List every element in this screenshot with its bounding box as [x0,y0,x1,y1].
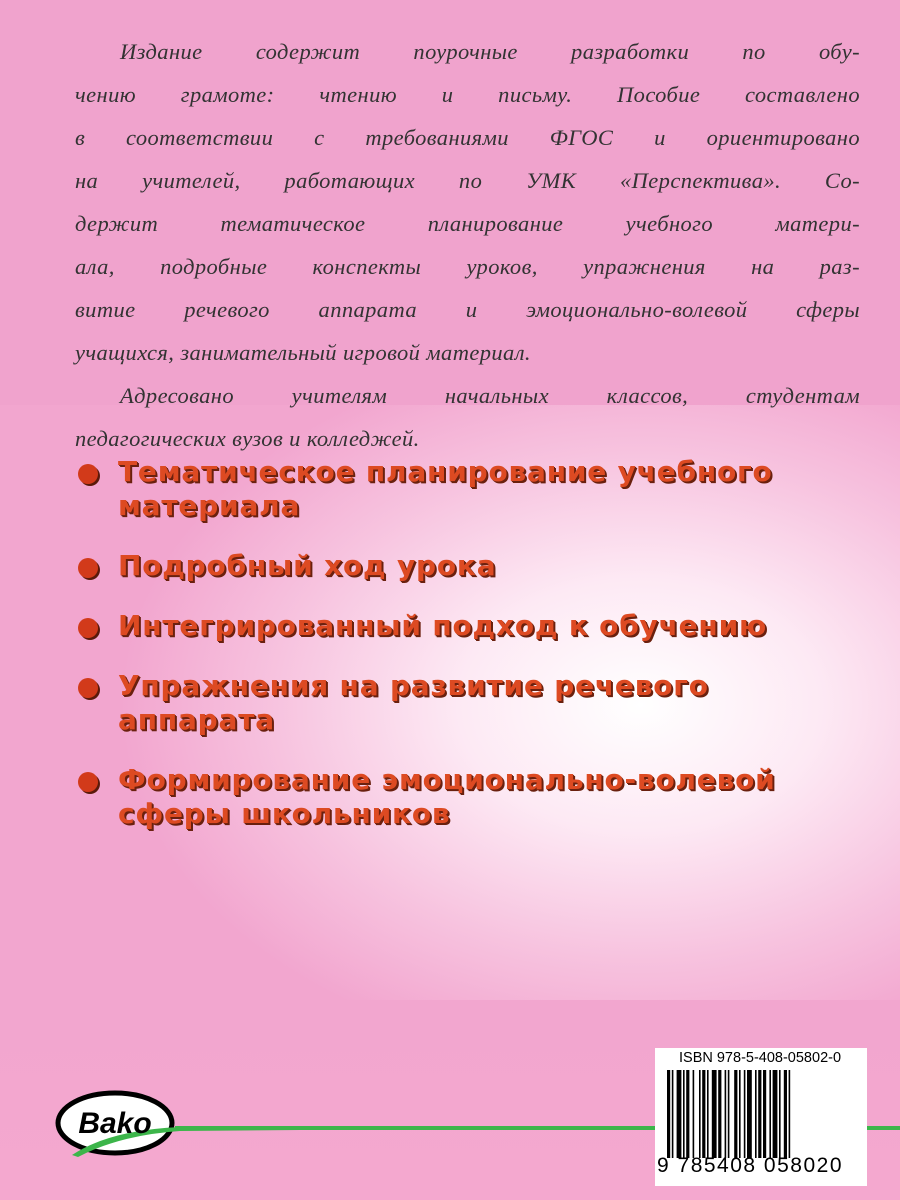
barcode-number: 9 785408 058020 [657,1154,843,1177]
bullet-icon [78,678,98,698]
description-line: Издание содержит поурочные разработки по обу- [120,39,860,64]
feature-list [78,455,878,857]
isbn-text: ISBN 978-5-408-05802-0 [679,1050,842,1066]
barcode-bar [702,1070,705,1158]
barcode-bar [755,1070,757,1158]
description-line: витие речевого аппарата и эмоционально-волевой сферы [75,297,860,322]
barcode-bar [677,1070,682,1158]
description-line: держит тематическое планирование учебного матери- [75,211,860,236]
barcode-bar [747,1070,752,1158]
barcode-bar [686,1070,689,1158]
feature-item: Подробный ход урока [78,549,878,583]
barcode-bar [672,1070,674,1158]
barcode-bar [667,1070,670,1158]
description-line: ала, подробные конспекты уроков, упражнения на раз- [75,254,860,279]
barcode [667,1070,859,1158]
bullet-icon [78,618,98,638]
description-line: на учителей, работающих по УМК «Перспектива». Со- [75,168,860,193]
barcode-bar [693,1070,695,1158]
barcode-bar [773,1070,778,1158]
barcode-bar [699,1070,701,1158]
barcode-bar [707,1070,709,1158]
description-line: чению грамоте: чтению и письму. Пособие составлено [75,82,860,107]
description-line: Адресовано учителям начальных классов, студентам [120,383,860,408]
barcode-box [655,1048,867,1186]
barcode-bar [789,1070,791,1158]
feature-item: Интегрированный подход к обучению [78,609,878,643]
barcode-bar [769,1070,771,1158]
description [75,30,860,460]
barcode-bar [712,1070,717,1158]
barcode-bar [734,1070,737,1158]
barcode-bar [744,1070,746,1158]
publisher-name: Bako [78,1107,152,1140]
bullet-icon [78,464,98,484]
feature-item: Формирование эмоционально-волевой сферы школьников [78,763,878,831]
feature-item: Тематическое планирование учебного материала [78,455,878,523]
description-line: в соответствии с требованиями ФГОС и ориентировано [75,125,860,150]
barcode-bar [683,1070,685,1158]
bullet-icon [78,772,98,792]
barcode-bar [784,1070,787,1158]
barcode-bar [728,1070,730,1158]
publisher-logo [40,1085,300,1165]
description-line: учащихся, занимательный игровой материал. [75,340,531,365]
barcode-bar [718,1070,721,1158]
barcode-bar [739,1070,741,1158]
barcode-bar [763,1070,766,1158]
barcode-bar [725,1070,727,1158]
feature-item: Упражнения на развитие речевого аппарата [78,669,878,737]
description-line: педагогических вузов и колледжей. [75,426,420,451]
barcode-bar [779,1070,781,1158]
barcode-bar [758,1070,761,1158]
bullet-icon [78,558,98,578]
